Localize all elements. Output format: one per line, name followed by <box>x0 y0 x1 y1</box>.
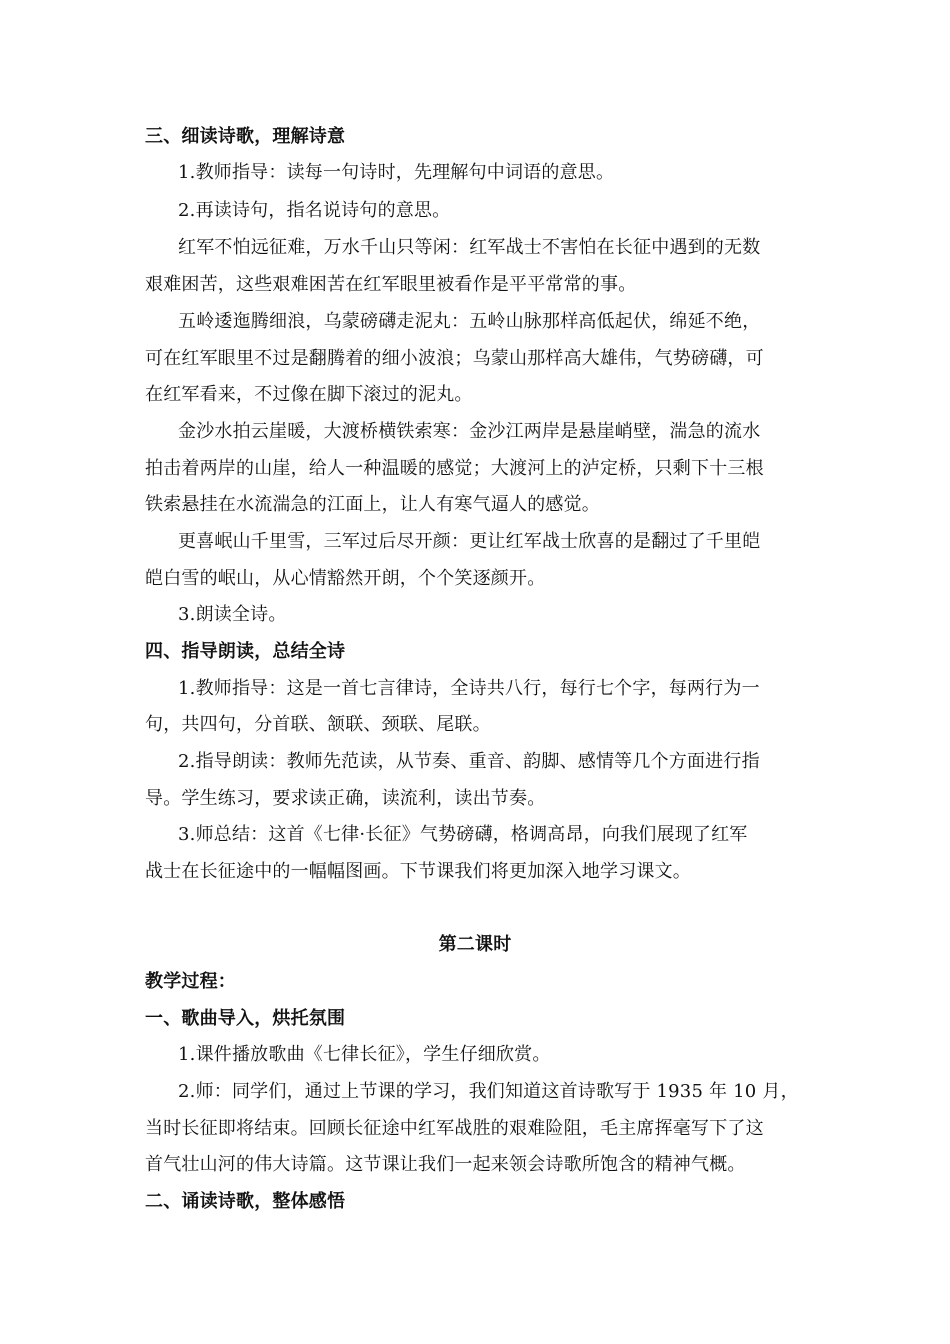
paragraph-line: 2.师：同学们，通过上节课的学习，我们知道这首诗歌写于 1935 年 10 月， <box>178 1081 799 1102</box>
process-label: 教学过程： <box>145 971 236 992</box>
paragraph: 1.教师指导：读每一句诗时，先理解句中词语的意思。 <box>178 162 615 183</box>
section-1-heading: 一、歌曲导入，烘托氛围 <box>145 1008 346 1029</box>
paragraph-line: 可在红军眼里不过是翻腾着的细小波浪；乌蒙山那样高大雄伟，气势磅礴，可 <box>145 348 764 369</box>
paragraph-line: 铁索悬挂在水流湍急的江面上，让人有寒气逼人的感觉。 <box>145 494 600 515</box>
paragraph: 3.朗读全诗。 <box>178 604 287 625</box>
paragraph-line: 艰难困苦，这些艰难困苦在红军眼里被看作是平平常常的事。 <box>145 274 637 295</box>
paragraph-line: 五岭逶迤腾细浪，乌蒙磅礴走泥丸：五岭山脉那样高低起伏，绵延不绝， <box>178 311 761 332</box>
section-2-heading: 二、诵读诗歌，整体感悟 <box>145 1191 346 1212</box>
paragraph-line: 拍击着两岸的山崖，给人一种温暖的感觉；大渡河上的泸定桥，只剩下十三根 <box>145 458 764 479</box>
paragraph-line: 首气壮山河的伟大诗篇。这节课让我们一起来领会诗歌所饱含的精神气概。 <box>145 1154 746 1175</box>
paragraph-line: 红军不怕远征难，万水千山只等闲：红军战士不害怕在长征中遇到的无数 <box>178 237 761 258</box>
paragraph-line: 当时长征即将结束。回顾长征途中红军战胜的艰难险阻，毛主席挥毫写下了这 <box>145 1118 764 1139</box>
paragraph-line: 金沙水拍云崖暖，大渡桥横铁索寒：金沙江两岸是悬崖峭壁，湍急的流水 <box>178 421 761 442</box>
paragraph-line: 导。学生练习，要求读正确，读流利，读出节奏。 <box>145 788 546 809</box>
section-3-heading: 三、细读诗歌，理解诗意 <box>145 126 346 147</box>
paragraph-line: 2.指导朗读：教师先范读，从节奏、重音、韵脚、感情等几个方面进行指 <box>178 751 760 772</box>
paragraph-line: 皑白雪的岷山，从心情豁然开朗，个个笑逐颜开。 <box>145 568 546 589</box>
paragraph: 2.再读诗句，指名说诗句的意思。 <box>178 200 451 221</box>
paragraph-line: 在红军看来，不过像在脚下滚过的泥丸。 <box>145 384 473 405</box>
paragraph-line: 句，共四句，分首联、颔联、颈联、尾联。 <box>145 714 491 735</box>
paragraph-line: 更喜岷山千里雪，三军过后尽开颜：更让红军战士欣喜的是翻过了千里皑 <box>178 531 761 552</box>
paragraph-line: 1.教师指导：这是一首七言律诗，全诗共八行，每行七个字，每两行为一 <box>178 678 760 699</box>
lesson-title: 第二课时 <box>438 934 512 955</box>
paragraph: 1.课件播放歌曲《七律长征》，学生仔细欣赏。 <box>178 1044 551 1065</box>
paragraph-line: 3.师总结：这首《七律·长征》气势磅礴，格调高昂，向我们展现了红军 <box>178 824 748 845</box>
section-4-heading: 四、指导朗读，总结全诗 <box>145 641 346 662</box>
paragraph-line: 战士在长征途中的一幅幅图画。下节课我们将更加深入地学习课文。 <box>145 861 691 882</box>
